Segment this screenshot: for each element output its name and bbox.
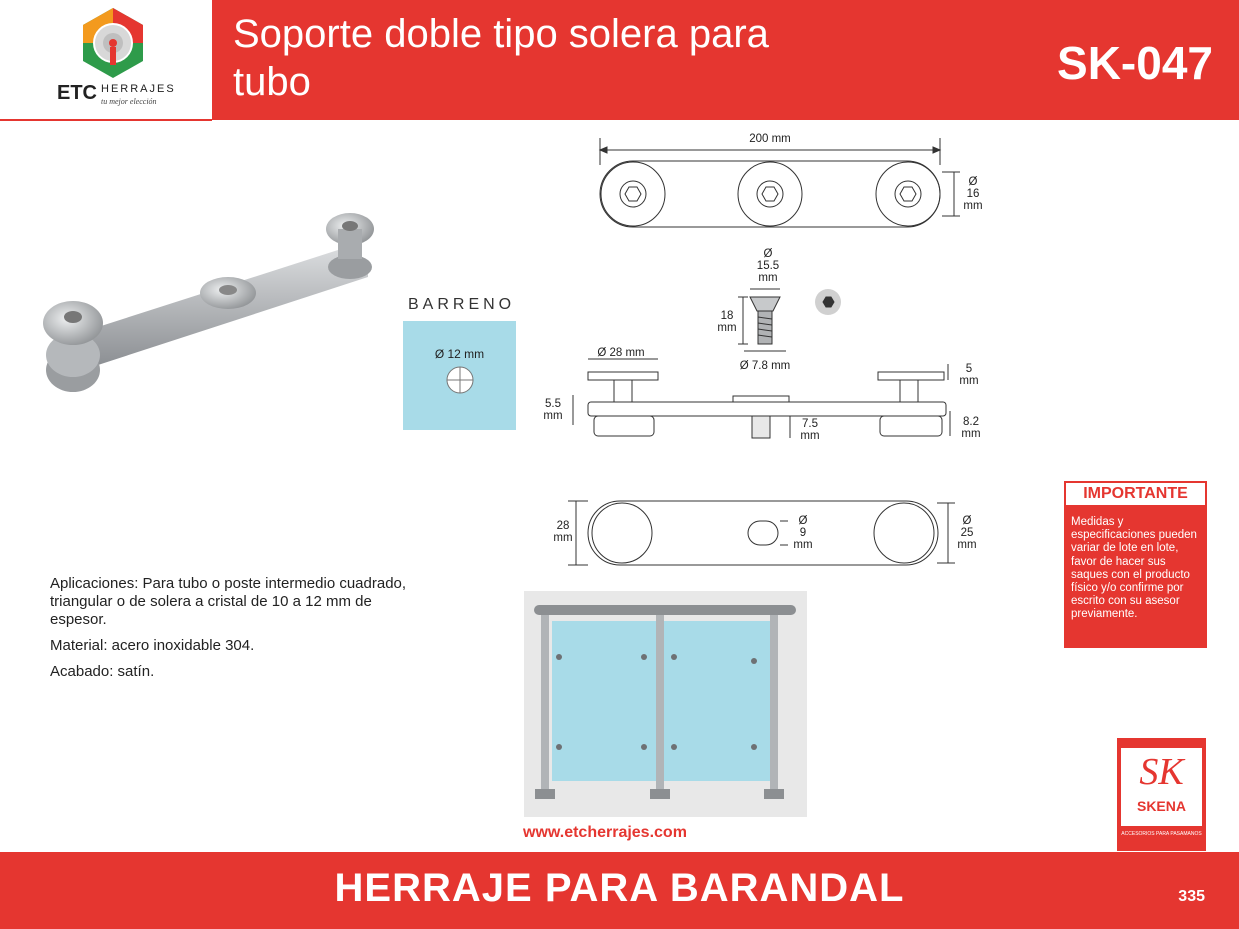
dim-cap-dia: Ø 28 mm <box>597 347 645 359</box>
important-text: Medidas y especificaciones pueden variar de lote en lote, favor de hacer sus saques con el producto físico y/o confirme por escrito con su asesor previamente. <box>1071 516 1197 621</box>
barreno-label: BARRENO <box>408 296 516 313</box>
dim-end-dia: Ø 25 mm <box>957 515 977 551</box>
skena-tagline: ACCESORIOS PARA PASAMANOS <box>1121 831 1202 837</box>
page-title: Soporte doble tipo solera para tubo <box>233 12 769 104</box>
applications-text: Aplicaciones: Para tubo o poste intermedio cuadrado, triangular o de solera a cristal de 10 a 12 mm de espesor. <box>50 575 407 628</box>
logo-wordmark: ETC <box>57 82 97 104</box>
dim-length: 200 mm <box>749 133 791 145</box>
barreno-hole-dim: Ø 12 mm <box>434 347 485 361</box>
dim-base-right: 8.2 mm <box>961 416 981 440</box>
etc-logo-icon <box>80 6 146 80</box>
dim-stud: 7.5 mm <box>800 418 820 442</box>
dim-screw-length: 18 mm <box>717 310 737 334</box>
railing-illustration <box>524 591 807 817</box>
product-code: SK-047 <box>1057 37 1213 89</box>
material-text: Material: acero inoxidable 304. <box>50 637 255 654</box>
dim-screw-head: Ø 15.5 mm <box>756 248 780 284</box>
dim-base-left: 5.5 mm <box>543 398 563 422</box>
hole-icon <box>443 363 477 397</box>
dim-cap-thickness: 5 mm <box>959 363 979 387</box>
dim-screw-shank: Ø 7.8 mm <box>739 360 791 372</box>
logo-subtitle: HERRAJES <box>101 83 176 95</box>
dim-width: 28 mm <box>553 520 573 544</box>
dim-top-dia: Ø 16 mm <box>963 176 983 212</box>
page-number: 335 <box>1178 888 1205 905</box>
skena-name: SKENA <box>1136 798 1186 814</box>
footer-title: HERRAJE PARA BARANDAL <box>334 866 905 910</box>
header-divider <box>0 119 212 121</box>
website-link[interactable]: www.etcherrajes.com <box>523 824 687 841</box>
dim-slot: Ø 9 mm <box>793 515 813 551</box>
product-photo <box>28 205 383 405</box>
finish-text: Acabado: satín. <box>50 663 155 680</box>
logo-tagline: tu mejor elección <box>101 97 157 106</box>
product-description <box>50 575 410 689</box>
skena-letters: SK <box>1139 751 1184 793</box>
important-title: IMPORTANTE <box>1066 483 1205 505</box>
